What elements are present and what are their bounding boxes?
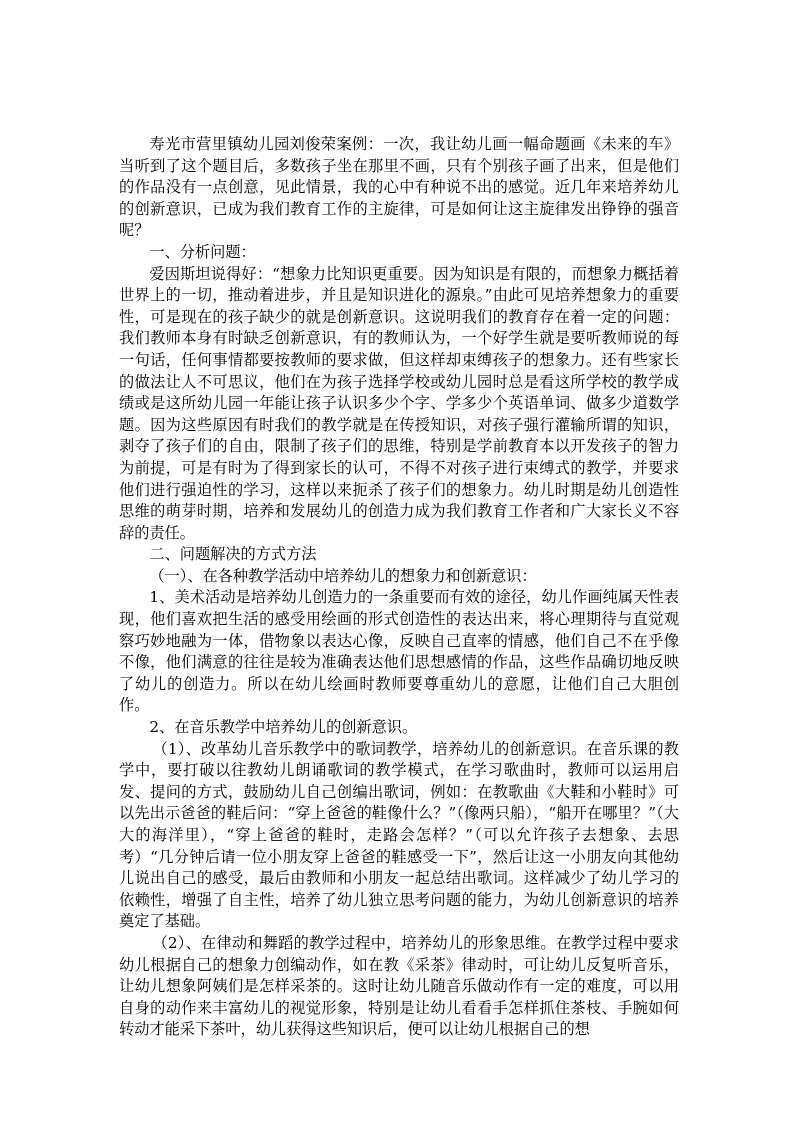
section-heading-analysis: 一、分析问题： <box>149 242 256 261</box>
lyrics-teaching-paragraph: （1）、改革幼儿音乐教学中的歌词教学，培养幼儿的创新意识。在音乐课的教学中，要打破以往教幼儿朗诵歌词的教学模式，在学习歌曲时，教师可以运用启发、提问的方式，鼓励幼儿自己创编出歌词，例如：在教歌曲《大鞋和小鞋时》可以先出示爸爸的鞋后问：“穿上爸爸的鞋像什么？”（像两只船），“船开在哪里？”（大大的海洋里），“穿上爸爸的鞋时，走路会怎样？”（可以允许孩子去想象、去思考）“几分钟后请一位小朋友穿上爸爸的鞋感受一下”，然后让这一小朋友向其他幼儿说出自己的感受，最后由教师和小朋友一起总结出歌词。这样减少了幼儿学习的依赖性，增强了自主性，培养了幼儿独立思考问题的能力，为幼儿创新意识的培养奠定了基础。 <box>119 739 679 931</box>
section-heading-solutions: 二、问题解决的方式方法 <box>149 545 317 564</box>
music-heading: 2、在音乐教学中培养幼儿的创新意识。 <box>149 718 418 737</box>
subsection-heading-1: （一）、在各种教学活动中培养幼儿的想象力和创新意识： <box>149 566 537 585</box>
document-body <box>119 134 679 1041</box>
art-activity-paragraph: 1、美术活动是培养幼儿创造力的一条重要而有效的途径，幼儿作画纯属天性表现，他们喜欢把生活的感受用绘画的形式创造性的表达出来，将心理期待与直觉观察巧妙地融为一体，借物象以表达心像，反映自己直率的情感，他们自己不在乎像不像，他们满意的往往是较为准确表达他们思想感情的作品，这些作品确切地反映了幼儿的创造力。所以在幼儿绘画时教师要尊重幼儿的意愿，让他们自己大胆创作。 <box>119 588 679 715</box>
analysis-paragraph: 爱因斯坦说得好：“想象力比知识更重要。因为知识是有限的，而想象力概括着世界上的一切，推动着进步，并且是知识进化的源泉。”由此可见培养想象力的重要性，可是现在的孩子缺少的就是创新意识。这说明我们的教育存在着一定的问题：我们教师本身有时缺乏创新意识，有的教师认为，一个好学生就是要听教师说的每一句话，任何事情都要按教师的要求做，但这样却束缚孩子的想象力。还有些家长的做法让人不可思议，他们在为孩子选择学校或幼儿园时总是看这所学校的教学成绩或是这所幼儿园一年能让孩子认识多少个字、学多少个英语单词、做多少道数学题。因为这些原因有时我们的教学就是在传授知识，对孩子强行灌输所谓的知识，剥夺了孩子们的自由，限制了孩子们的思维，特别是学前教育本以开发孩子的智力为前提，可是有时为了得到家长的认可，不得不对孩子进行束缚式的教学，并要求他们进行强迫性的学习，这样以来扼杀了孩子们的想象力。幼儿时期是幼儿创造性思维的萌芽时期，培养和发展幼儿的创造力成为我们教育工作者和广大家长义不容辞的责任。 <box>119 264 679 542</box>
intro-paragraph: 寿光市营里镇幼儿园刘俊荣案例：一次，我让幼儿画一幅命题画《未来的车》当听到了这个题目后，多数孩子坐在那里不画，只有个别孩子画了出来，但是他们的作品没有一点创意，见此情景，我的心中有种说不出的感觉。近几年来培养幼儿的创新意识，已成为我们教育工作的主旋律，可是如何让这主旋律发出铮铮的强音呢？ <box>119 135 679 240</box>
dance-teaching-paragraph: （2）、在律动和舞蹈的教学过程中，培养幼儿的形象思维。在教学过程中要求幼儿根据自己的想象力创编动作，如在教《采茶》律动时，可让幼儿反复听音乐，让幼儿想象阿姨们是怎样采茶的。这时让幼儿随音乐做动作有一定的难度，可以用自身的动作来丰富幼儿的视觉形象，特别是让幼儿看看手怎样抓住茶枝、手腕如何转动才能采下茶叶，幼儿获得这些知识后，便可以让幼儿根据自己的想 <box>119 933 679 1039</box>
